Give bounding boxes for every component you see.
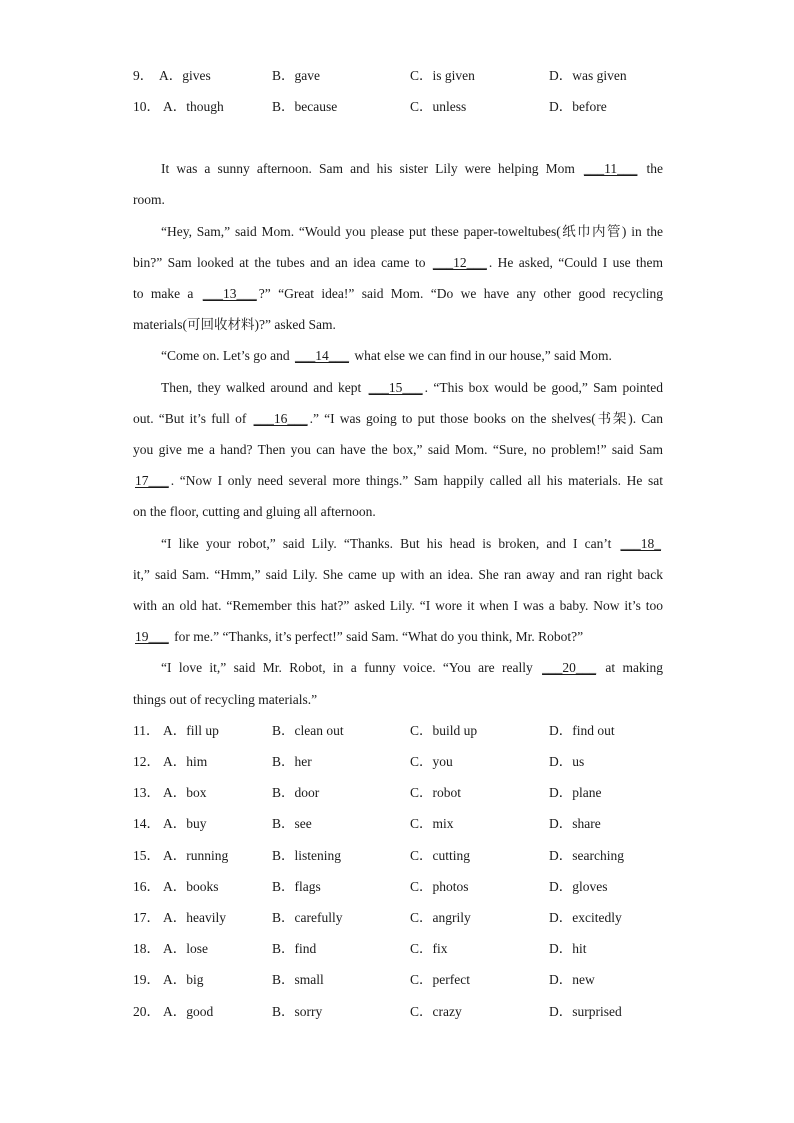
- option-c: C．perfect: [410, 972, 470, 987]
- option-a: A．good: [163, 1004, 214, 1019]
- passage-line: “Hey, Sam,” said Mom. “Would you please put these paper-toweltubes(纸巾内管) in the: [161, 224, 663, 239]
- option-c: C．build up: [410, 723, 478, 738]
- option-d: D．was given: [549, 68, 627, 83]
- option-c: C．is given: [410, 68, 475, 83]
- option-a: A．heavily: [163, 910, 226, 925]
- option-a: A．box: [163, 785, 207, 800]
- option-b: B．sorry: [272, 1004, 323, 1019]
- passage-line: room.: [133, 192, 165, 207]
- question-row-9: [133, 66, 693, 86]
- option-b: B．small: [272, 972, 324, 987]
- option-d: D．searching: [549, 848, 624, 863]
- blank-20: ___20___: [542, 660, 597, 675]
- option-c: C．fix: [410, 941, 448, 956]
- option-c: C．angrily: [410, 910, 471, 925]
- question-row-16: [133, 877, 693, 897]
- question-number: 20．: [133, 1004, 160, 1019]
- option-a: A．gives: [159, 68, 211, 83]
- question-row-10: [133, 97, 693, 117]
- option-d: D．excitedly: [549, 910, 622, 925]
- option-b: B．flags: [272, 879, 321, 894]
- question-number: 17．: [133, 910, 160, 925]
- option-b: B．find: [272, 941, 317, 956]
- option-d: D．us: [549, 754, 585, 769]
- passage-line: on the floor, cutting and gluing all afternoon.: [133, 504, 376, 519]
- question-row-15: [133, 846, 693, 866]
- passage-line: things out of recycling materials.”: [133, 692, 318, 707]
- passage-line: you give me a hand? Then you can have the box,” said Mom. “Sure, no problem!” said Sam: [133, 442, 663, 457]
- option-d: D．find out: [549, 723, 615, 738]
- blank-17: 17___: [135, 473, 169, 488]
- question-row-17: [133, 908, 693, 928]
- option-d: D．before: [549, 99, 607, 114]
- option-d: D．new: [549, 972, 595, 987]
- option-d: D．share: [549, 816, 601, 831]
- option-c: C．crazy: [410, 1004, 462, 1019]
- question-row-13: [133, 783, 693, 803]
- passage-line: “I like your robot,” said Lily. “Thanks. But his head is broken, and I can’t ___18_: [161, 534, 663, 554]
- passage-line: 17___ . “Now I only need several more things.” Sam happily called all his materials. He sat: [133, 471, 663, 491]
- question-row-20: [133, 1002, 693, 1022]
- option-c: C．you: [410, 754, 453, 769]
- option-b: B．see: [272, 816, 312, 831]
- question-row-12: [133, 752, 693, 772]
- blank-12: ___12___: [432, 255, 487, 270]
- option-d: D．plane: [549, 785, 602, 800]
- passage-line: out. “But it’s full of ___16___ .” “I was going to put those books on the shelves(书架). Can: [133, 409, 663, 429]
- passage-line: It was a sunny afternoon. Sam and his sister Lily were helping Mom ___11___ the: [161, 159, 663, 179]
- question-number: 18．: [133, 941, 160, 956]
- option-a: A．though: [163, 99, 224, 114]
- blank-19: 19___: [135, 629, 169, 644]
- option-c: C．mix: [410, 816, 454, 831]
- blank-18: ___18_: [620, 536, 661, 551]
- option-a: A．running: [163, 848, 229, 863]
- option-d: D．hit: [549, 941, 587, 956]
- passage-line: it,” said Sam. “Hmm,” said Lily. She came up with an idea. She ran away and ran right back: [133, 567, 663, 582]
- option-c: C．cutting: [410, 848, 470, 863]
- blank-14: ___14___: [294, 348, 349, 363]
- option-c: C．unless: [410, 99, 467, 114]
- option-c: C．robot: [410, 785, 462, 800]
- blank-11: ___11___: [583, 161, 638, 176]
- passage-line: with an old hat. “Remember this hat?” asked Lily. “I wore it when I was a baby. Now it’s too: [133, 598, 663, 613]
- option-b: B．her: [272, 754, 312, 769]
- passage-line: Then, they walked around and kept ___15___ . “This box would be good,” Sam pointed: [161, 378, 663, 398]
- option-a: A．him: [163, 754, 208, 769]
- question-number: 14．: [133, 816, 160, 831]
- option-c: C．photos: [410, 879, 469, 894]
- passage-line: “I love it,” said Mr. Robot, in a funny voice. “You are really ___20___ at making: [161, 658, 663, 678]
- question-number: 15．: [133, 848, 160, 863]
- question-number: 16．: [133, 879, 160, 894]
- passage-line: 19___ for me.” “Thanks, it’s perfect!” said Sam. “What do you think, Mr. Robot?”: [133, 627, 663, 647]
- option-b: B．because: [272, 99, 338, 114]
- passage-line: to make a ___13___ ?” “Great idea!” said Mom. “Do we have any other good recycling: [133, 284, 663, 304]
- option-d: D．surprised: [549, 1004, 622, 1019]
- option-a: A．fill up: [163, 723, 219, 738]
- option-a: A．buy: [163, 816, 207, 831]
- option-b: B．door: [272, 785, 320, 800]
- option-b: B．listening: [272, 848, 342, 863]
- question-number: 13．: [133, 785, 160, 800]
- question-number: 12．: [133, 754, 160, 769]
- passage-line: “Come on. Let’s go and ___14___ what else we can find in our house,” said Mom.: [161, 346, 663, 366]
- question-number: 19．: [133, 972, 160, 987]
- question-row-19: [133, 970, 693, 990]
- question-row-14: [133, 814, 693, 834]
- option-a: A．books: [163, 879, 219, 894]
- option-d: D．gloves: [549, 879, 608, 894]
- blank-15: ___15___: [368, 380, 423, 395]
- blank-16: ___16___: [253, 411, 308, 426]
- blank-13: ___13___: [202, 286, 257, 301]
- question-number: 9．: [133, 68, 154, 83]
- option-b: B．gave: [272, 68, 320, 83]
- option-b: B．clean out: [272, 723, 344, 738]
- question-number: 10．: [133, 99, 160, 114]
- passage-line: materials(可回收材料)?” asked Sam.: [133, 317, 336, 332]
- question-row-11: [133, 721, 693, 741]
- option-b: B．carefully: [272, 910, 343, 925]
- question-number: 11．: [133, 723, 160, 738]
- option-a: A．lose: [163, 941, 208, 956]
- question-row-18: [133, 939, 693, 959]
- option-a: A．big: [163, 972, 204, 987]
- passage-line: bin?” Sam looked at the tubes and an idea came to ___12___ . He asked, “Could I use them: [133, 253, 663, 273]
